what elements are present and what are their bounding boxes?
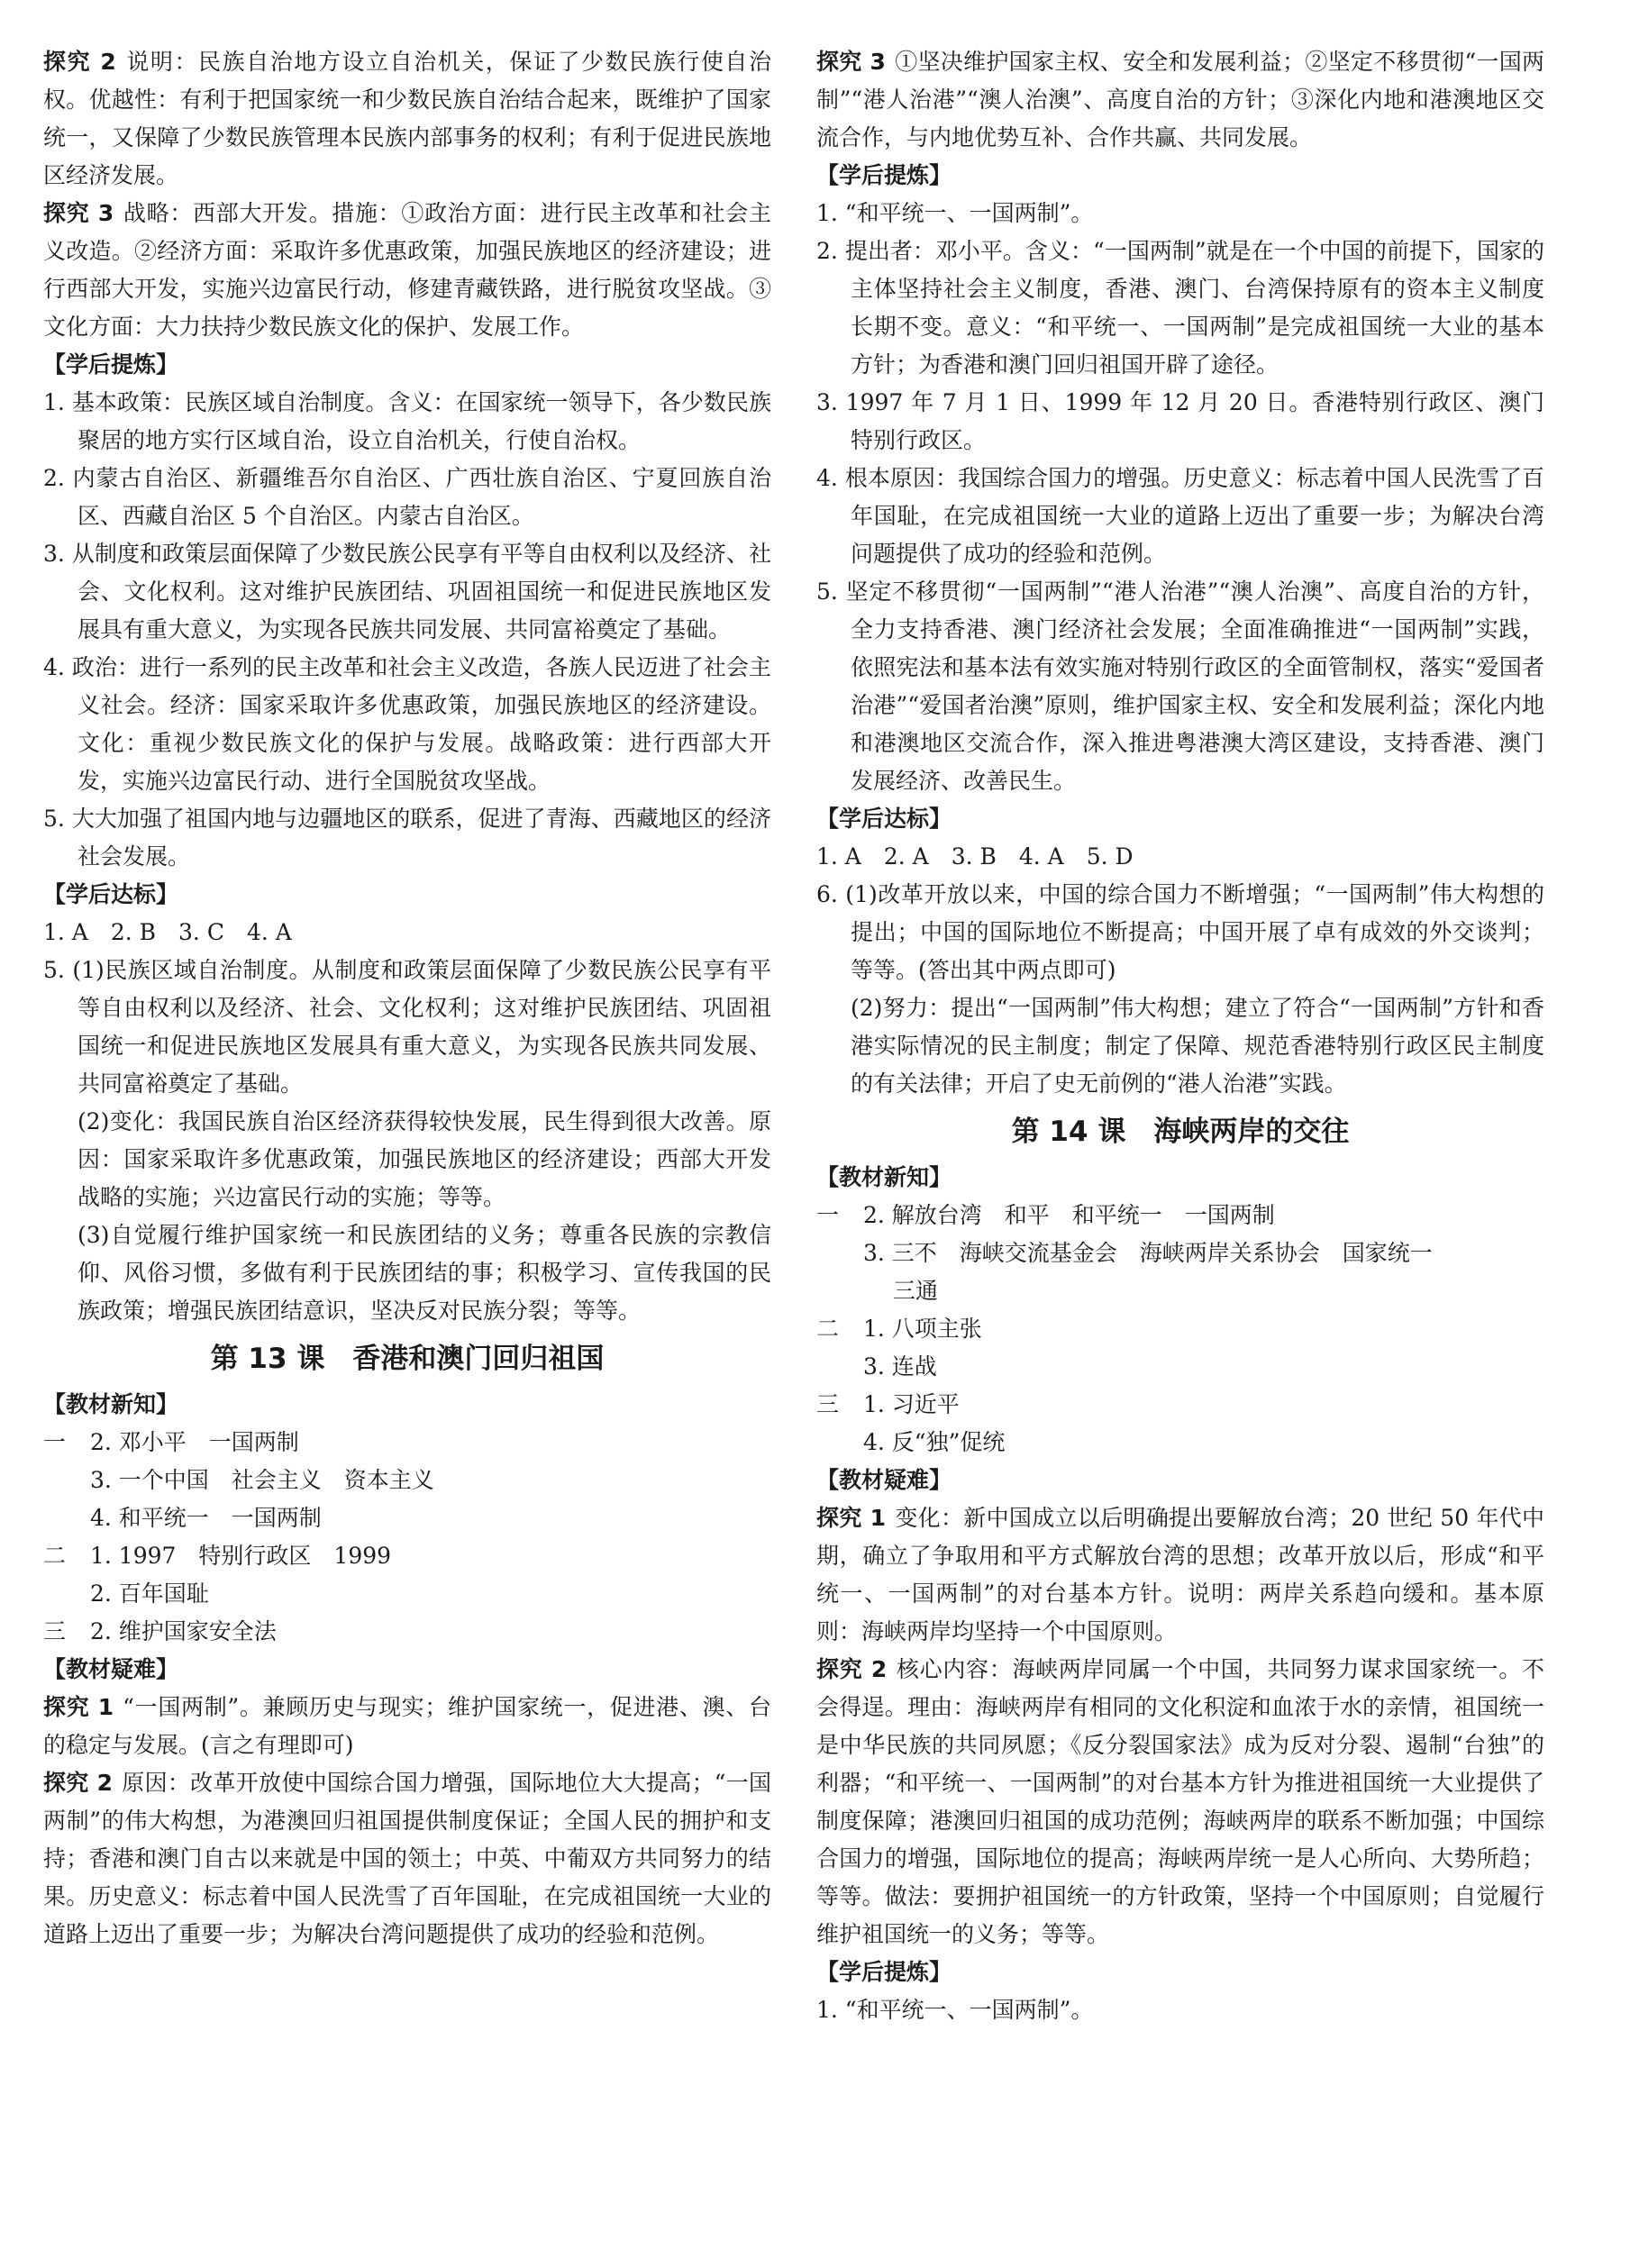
xinzhi-text: 1. 八项主张 bbox=[863, 1316, 982, 1342]
list-item: 5. 大大加强了祖国内地与边疆地区的联系，促进了青海、西藏地区的经济社会发展。 bbox=[43, 806, 771, 870]
xinzhi-text: 4. 和平统一 一国两制 bbox=[90, 1505, 322, 1531]
xinzhi-num: 三 bbox=[43, 1618, 67, 1644]
list-item: 5. 坚定不移贯彻“一国两制”“港人治港”“澳人治澳”、高度自治的方针，全力支持香港、澳门经济社会发展；全面准确推进“一国两制”实践，依照宪法和基本法有效实施对特别行政区的全面管制权，落实“爱国者治港”“爱国者治澳”原则，维护国家主权、安全和发展利益；深化内地和港澳地区交流合作，深入推进粤港澳大湾区建设，支持香港、澳门发展经济、改善民生。 bbox=[816, 578, 1544, 794]
xinzhi-row bbox=[816, 1272, 1544, 1310]
tanjiu-block bbox=[816, 1651, 1544, 1954]
xinzhi-text: 三通 bbox=[863, 1278, 938, 1304]
xinzhi-row bbox=[43, 1499, 771, 1537]
lesson-14-title: 第 14 课 海峡两岸的交往 bbox=[1011, 1116, 1350, 1148]
section-heading-tilian-2: 【学后提炼】 bbox=[816, 1959, 952, 1985]
xinzhi-num: 二 bbox=[816, 1316, 840, 1342]
xinzhi-row bbox=[43, 1575, 771, 1613]
list-subitem: (2)变化：我国民族自治区经济获得较快发展，民生得到很大改善。原因：国家采取许多优惠政策，加强民族地区的经济建设；西部大开发战略的实施；兴边富民行动的实施；等等。 bbox=[77, 1108, 771, 1210]
xinzhi-text: 2. 百年国耻 bbox=[90, 1580, 209, 1607]
xinzhi-text: 1. 1997 特别行政区 1999 bbox=[90, 1543, 392, 1569]
tanjiu-label: 探究 3 bbox=[43, 200, 114, 226]
xinzhi-row bbox=[816, 1348, 1544, 1386]
tanjiu-text: ①坚决维护国家主权、安全和发展利益；②坚定不移贯彻“一国两制”“港人治港”“澳人治澳”、高度自治的方针；③深化内地和港澳地区交流合作，与内地优势互补、合作共赢、共同发展。 bbox=[816, 49, 1544, 150]
tanjiu-text: 说明：民族自治地方设立自治机关，保证了少数民族行使自治权。优越性：有利于把国家统一和少数民族自治结合起来，既维护了国家统一，又保障了少数民族管理本民族内部事务的权利；有利于促进民族地区经济发展。 bbox=[43, 49, 771, 188]
xinzhi-text: 1. 习近平 bbox=[863, 1391, 960, 1417]
xinzhi-row bbox=[43, 1537, 771, 1575]
list-item: 4. 根本原因：我国综合国力的增强。历史意义：标志着中国人民洗雪了百年国耻，在完成祖国统一大业的道路上迈出了重要一步；为解决台湾问题提供了成功的经验和范例。 bbox=[816, 465, 1544, 567]
tanjiu-block bbox=[43, 1764, 771, 1954]
xinzhi-row bbox=[43, 1462, 771, 1499]
list-item: 2. 内蒙古自治区、新疆维吾尔自治区、广西壮族自治区、宁夏回族自治区、西藏自治区 5 个自治区。内蒙古自治区。 bbox=[43, 465, 771, 529]
xinzhi-text: 2. 解放台湾 和平 和平统一 一国两制 bbox=[863, 1202, 1275, 1228]
list-item: 5. (1)民族区域自治制度。从制度和政策层面保障了少数民族公民享有平等自由权利以及经济、社会、文化权利；这对维护民族团结、巩固祖国统一和促进民族地区发展具有重大意义，为实现各民族共同发展、共同富裕奠定了基础。 bbox=[43, 957, 771, 1097]
xinzhi-row bbox=[816, 1386, 1544, 1424]
list-subitem: (2)努力：提出“一国两制”伟大构想；建立了符合“一国两制”方针和香港实际情况的民主制度；制定了保障、规范香港特别行政区民主制度的有关法律；开启了史无前例的“港人治港”实践。 bbox=[851, 995, 1544, 1097]
tanjiu-text: 战略：西部大开发。措施：①政治方面：进行民主改革和社会主义改造。②经济方面：采取许多优惠政策，加强民族地区的经济建设；进行西部大开发，实施兴边富民行动，修建青藏铁路，进行脱贫攻坚战。③文化方面：大力扶持少数民族文化的保护、发展工作。 bbox=[43, 200, 771, 340]
choice-answers: 1. A 2. B 3. C 4. A bbox=[43, 919, 292, 945]
left-column bbox=[43, 43, 771, 1954]
xinzhi-num: 一 bbox=[816, 1202, 840, 1228]
list-item: 1. “和平统一、一国两制”。 bbox=[816, 200, 1094, 226]
xinzhi-text: 3. 一个中国 社会主义 资本主义 bbox=[90, 1467, 434, 1493]
tanjiu-label: 探究 2 bbox=[816, 1656, 888, 1682]
xinzhi-row bbox=[43, 1613, 771, 1651]
xinzhi-row bbox=[816, 1234, 1544, 1272]
list-item: 6. (1)改革开放以来，中国的综合国力不断增强；“一国两制”伟大构想的提出；中国的国际地位不断提高；中国开展了卓有成效的外交谈判；等等。(答出其中两点即可) bbox=[816, 881, 1544, 983]
tanjiu-label: 探究 1 bbox=[43, 1694, 114, 1720]
xinzhi-row bbox=[43, 1424, 771, 1462]
section-heading-tilian: 【学后提炼】 bbox=[43, 351, 179, 378]
list-item: 2. 提出者：邓小平。含义：“一国两制”就是在一个中国的前提下，国家的主体坚持社会主义制度，香港、澳门、台湾保持原有的资本主义制度长期不变。意义：“和平统一、一国两制”是完成祖国统一大业的基本方针；为香港和澳门回归祖国开辟了途径。 bbox=[816, 238, 1544, 378]
choice-answers: 1. A 2. A 3. B 4. A 5. D bbox=[816, 843, 1134, 870]
xinzhi-text: 3. 连战 bbox=[863, 1353, 937, 1380]
tanjiu-text: 变化：新中国成立以后明确提出要解放台湾；20 世纪 50 年代中期，确立了争取用和平方式解放台湾的思想；改革开放以后，形成“和平统一、一国两制”的对台基本方针。说明：两岸关系趋向缓和。基本原则：海峡两岸均坚持一个中国原则。 bbox=[816, 1505, 1544, 1644]
tanjiu-label: 探究 2 bbox=[43, 1770, 113, 1796]
section-heading-yinan: 【教材疑难】 bbox=[43, 1656, 179, 1682]
section-heading-xinzhi: 【教材新知】 bbox=[816, 1164, 952, 1190]
xinzhi-num: 三 bbox=[816, 1391, 840, 1417]
tanjiu-2-block bbox=[43, 43, 771, 195]
section-heading-dabiao: 【学后达标】 bbox=[43, 881, 179, 907]
xinzhi-text: 2. 邓小平 一国两制 bbox=[90, 1429, 299, 1455]
xinzhi-text: 2. 维护国家安全法 bbox=[90, 1618, 277, 1644]
list-item: 1. 基本政策：民族区域自治制度。含义：在国家统一领导下，各少数民族聚居的地方实行区域自治，设立自治机关，行使自治权。 bbox=[43, 389, 771, 453]
tanjiu-3-block bbox=[816, 43, 1544, 157]
xinzhi-num: 一 bbox=[43, 1429, 67, 1455]
xinzhi-text: 4. 反“独”促统 bbox=[863, 1429, 1006, 1455]
list-item: 1. “和平统一、一国两制”。 bbox=[816, 1997, 1094, 2023]
tanjiu-text: 原因：改革开放使中国综合国力增强，国际地位大大提高；“一国两制”的伟大构想，为港澳回归祖国提供制度保证；全国人民的拥护和支持；香港和澳门自古以来就是中国的领土；中英、中葡双方共同努力的结果。历史意义：标志着中国人民洗雪了百年国耻，在完成祖国统一大业的道路上迈出了重要一步；为解决台湾问题提供了成功的经验和范例。 bbox=[43, 1770, 771, 1947]
tanjiu-label: 探究 2 bbox=[43, 49, 116, 75]
xinzhi-row bbox=[816, 1310, 1544, 1348]
right-column bbox=[816, 43, 1544, 2029]
section-heading-dabiao: 【学后达标】 bbox=[816, 806, 952, 832]
tanjiu-block bbox=[816, 1499, 1544, 1651]
tanjiu-3-block bbox=[43, 195, 771, 346]
lesson-13-title: 第 13 课 香港和澳门回归祖国 bbox=[210, 1343, 605, 1375]
list-subitem: (3)自觉履行维护国家统一和民族团结的义务；尊重各民族的宗教信仰、风俗习惯，多做有利于民族团结的事；积极学习、宣传我国的民族政策；增强民族团结意识，坚决反对民族分裂；等等。 bbox=[77, 1222, 771, 1324]
xinzhi-row bbox=[816, 1197, 1544, 1234]
tanjiu-label: 探究 3 bbox=[816, 49, 886, 75]
tanjiu-block bbox=[43, 1689, 771, 1764]
section-heading-yinan: 【教材疑难】 bbox=[816, 1467, 952, 1493]
xinzhi-row bbox=[816, 1424, 1544, 1462]
tanjiu-text: 核心内容：海峡两岸同属一个中国，共同努力谋求国家统一。不会得逞。理由：海峡两岸有相同的文化积淀和血浓于水的亲情，祖国统一是中华民族的共同夙愿；《反分裂国家法》成为反对分裂、遏制“台独”的利器；“和平统一、一国两制”的对台基本方针为推进祖国统一大业提供了制度保障；港澳回归祖国的成功范例；海峡两岸的联系不断加强；中国综合国力的增强，国际地位的提高；海峡两岸统一是人心所向、大势所趋；等等。做法：要拥护祖国统一的方针政策，坚持一个中国原则；自觉履行维护祖国统一的义务；等等。 bbox=[816, 1656, 1544, 1947]
tanjiu-label: 探究 1 bbox=[816, 1505, 887, 1531]
section-heading-xinzhi: 【教材新知】 bbox=[43, 1391, 179, 1417]
list-item: 3. 1997 年 7 月 1 日、1999 年 12 月 20 日。香港特别行政区、澳门特别行政区。 bbox=[816, 389, 1544, 453]
xinzhi-text: 3. 三不 海峡交流基金会 海峡两岸关系协会 国家统一 bbox=[863, 1240, 1433, 1266]
tanjiu-text: “一国两制”。兼顾历史与现实；维护国家统一，促进港、澳、台的稳定与发展。(言之有理即可) bbox=[43, 1694, 771, 1758]
xinzhi-num: 二 bbox=[43, 1543, 67, 1569]
list-item: 4. 政治：进行一系列的民主改革和社会主义改造，各族人民迈进了社会主义社会。经济：国家采取许多优惠政策，加强民族地区的经济建设。文化：重视少数民族文化的保护与发展。战略政策：进行西部大开发，实施兴边富民行动、进行全国脱贫攻坚战。 bbox=[43, 654, 771, 794]
list-item: 3. 从制度和政策层面保障了少数民族公民享有平等自由权利以及经济、社会、文化权利。这对维护民族团结、巩固祖国统一和促进民族地区发展具有重大意义，为实现各民族共同发展、共同富裕奠定了基础。 bbox=[43, 541, 771, 642]
section-heading-tilian: 【学后提炼】 bbox=[816, 162, 952, 188]
